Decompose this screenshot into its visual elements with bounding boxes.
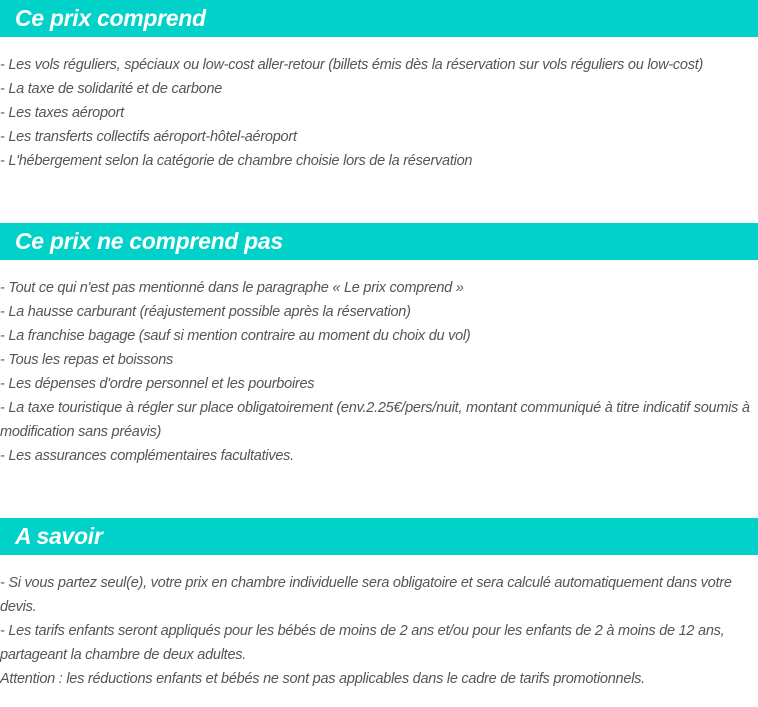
info-list: [0, 571, 758, 691]
list-item: - Les taxes aéroport: [0, 105, 124, 121]
list-item: - Les tarifs enfants seront appliqués pour les bébés de moins de 2 ans et/ou pour les enfants de 2 à moins de 12 ans, partageant la chambre de deux adultes.: [0, 623, 725, 663]
list-item: - L'hébergement selon la catégorie de chambre choisie lors de la réservation: [0, 153, 473, 169]
list-item: - Les transferts collectifs aéroport-hôtel-aéroport: [0, 129, 297, 145]
list-item: - La taxe touristique à régler sur place obligatoirement (env.2.25€/pers/nuit, montant communiqué à titre indicatif soumis à modification sans préavis): [0, 400, 750, 440]
section-heading: Ce prix comprend: [0, 0, 758, 37]
included-list: [0, 53, 758, 173]
list-item: - Tous les repas et boissons: [0, 352, 174, 368]
list-item: - Les dépenses d'ordre personnel et les pourboires: [0, 376, 315, 392]
section-heading: A savoir: [0, 518, 758, 555]
list-item: - La franchise bagage (sauf si mention contraire au moment du choix du vol): [0, 328, 471, 344]
list-item: - Les assurances complémentaires facultatives.: [0, 448, 294, 464]
list-item: - La hausse carburant (réajustement possible après la réservation): [0, 304, 411, 320]
list-item: Attention : les réductions enfants et bébés ne sont pas applicables dans le cadre de tarifs promotionnels.: [0, 671, 645, 687]
excluded-list: [0, 276, 758, 468]
list-item: - Si vous partez seul(e), votre prix en chambre individuelle sera obligatoire et sera calculé automatiquement dans votre devis.: [0, 575, 732, 615]
list-item: - Les vols réguliers, spéciaux ou low-cost aller-retour (billets émis dès la réservation sur vols réguliers ou low-cost): [0, 57, 704, 73]
list-item: - La taxe de solidarité et de carbone: [0, 81, 223, 97]
section-heading: Ce prix ne comprend pas: [0, 223, 758, 260]
list-item: - Tout ce qui n'est pas mentionné dans le paragraphe « Le prix comprend »: [0, 280, 464, 296]
